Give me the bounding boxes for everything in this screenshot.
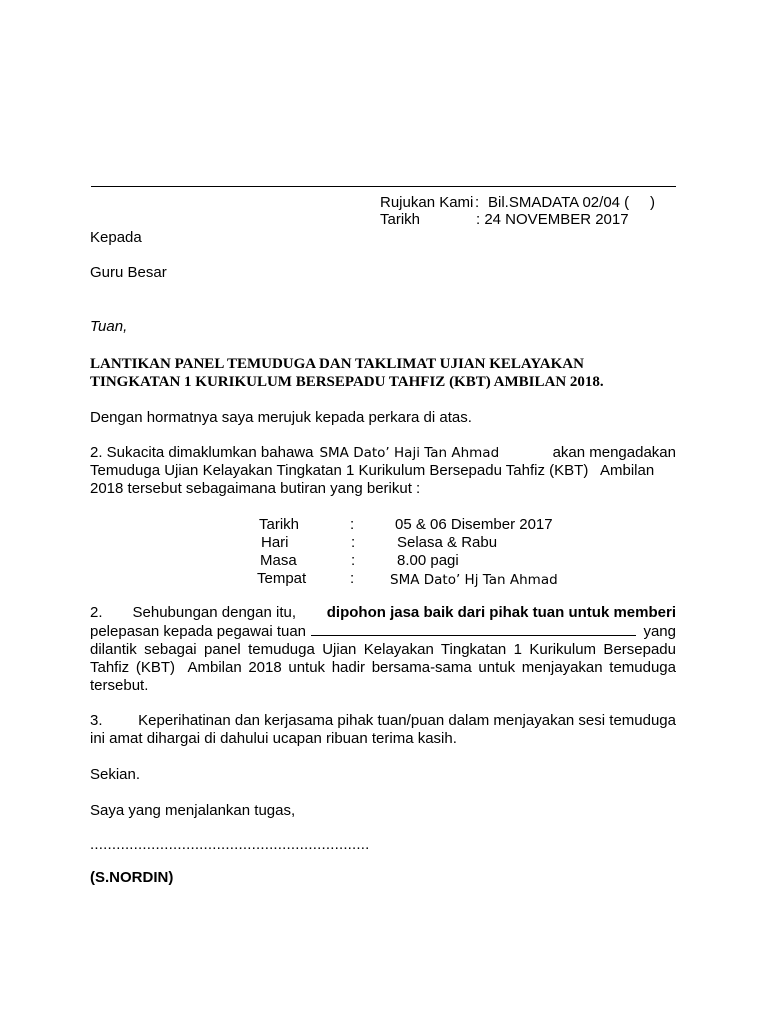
paragraph-number: 3.: [90, 712, 103, 729]
detail-value: 05 & 06 Disember 2017: [395, 516, 553, 533]
appreciation-line-1: [90, 712, 676, 730]
detail-value: SMA Dato’ Hj Tan Ahmad: [390, 572, 558, 588]
sign-off: Saya yang menjalankan tugas,: [90, 802, 296, 819]
recipient-name: Guru Besar: [90, 264, 167, 281]
announcement-line-3: 2018 tersebut sebagaimana butiran yang berikut :: [90, 480, 421, 497]
paragraph-release-request: [90, 604, 676, 695]
release-line-3: dilantik sebagai panel temuduga Ujian Kelayakan Tingkatan 1 Kurikulum Bersepadu: [90, 641, 676, 658]
detail-separator: :: [350, 570, 355, 587]
announcement-suffix: akan mengadakan: [552, 444, 676, 461]
reference-separator: :: [475, 194, 480, 211]
recipient-to: Kepada: [90, 229, 142, 246]
detail-separator: :: [351, 552, 356, 569]
header-rule: [91, 186, 676, 187]
announcement-line-2: Temuduga Ujian Kelayakan Tingkatan 1 Kurikulum Bersepadu Tahfiz (KBT) Ambilan: [90, 462, 655, 479]
detail-separator: :: [351, 534, 356, 551]
release-request-bold: dipohon jasa baik dari pihak tuan untuk memberi: [326, 604, 676, 621]
subject-line-1: LANTIKAN PANEL TEMUDUGA DAN TAKLIMAT UJIAN KELAYAKAN: [90, 356, 584, 372]
release-intro: Sehubungan dengan itu,: [132, 604, 296, 621]
reference-value: Bil.SMADATA 02/04 ( ): [488, 194, 655, 211]
release-line-2-end: yang: [643, 623, 676, 640]
detail-value: 8.00 pagi: [397, 552, 459, 569]
announcement-prefix: 2. Sukacita dimaklumkan bahawa: [90, 444, 314, 461]
detail-label: Masa: [260, 552, 297, 569]
opening-line: Dengan hormatnya saya merujuk kepada perkara di atas.: [90, 409, 472, 426]
school-name: SMA Dato’ Haji Tan Ahmad: [319, 445, 500, 461]
detail-separator: :: [350, 516, 355, 533]
paragraph-appreciation: [90, 712, 676, 748]
detail-label: Hari: [261, 534, 289, 551]
appreciation-text-1: Keperihatinan dan kerjasama pihak tuan/puan dalam menjayakan sesi temuduga: [138, 712, 676, 729]
detail-label: Tarikh: [259, 516, 300, 533]
detail-value: Selasa & Rabu: [397, 534, 498, 551]
detail-label: Tempat: [257, 570, 307, 587]
release-line-2-start: pelepasan kepada pegawai tuan: [90, 623, 307, 640]
subject-line-2: TINGKATAN 1 KURIKULUM BERSEPADU TAHFIZ (KBT) AMBILAN 2018.: [90, 374, 604, 390]
release-line-2: [90, 622, 676, 641]
release-line-4: Tahfiz (KBT) Ambilan 2018 untuk hadir bersama-sama untuk menjayakan temuduga: [90, 659, 676, 676]
officer-name-blank: [311, 622, 636, 636]
reference-label: Rujukan Kami: [380, 194, 474, 211]
paragraph-number: 2.: [90, 604, 103, 621]
date-value: : 24 NOVEMBER 2017: [476, 211, 629, 228]
announcement-line-1: [90, 444, 676, 462]
signatory-name: (S.NORDIN): [90, 869, 174, 886]
appreciation-line-2: ini amat dihargai di dahului ucapan ribuan terima kasih.: [90, 730, 457, 747]
signature-line: ................................................................: [90, 836, 370, 853]
release-line-1: [90, 604, 676, 622]
date-label: Tarikh: [380, 211, 421, 228]
paragraph-announcement: [90, 444, 676, 498]
release-line-5: tersebut.: [90, 677, 149, 694]
closing: Sekian.: [90, 766, 141, 783]
salutation: Tuan,: [90, 318, 128, 335]
